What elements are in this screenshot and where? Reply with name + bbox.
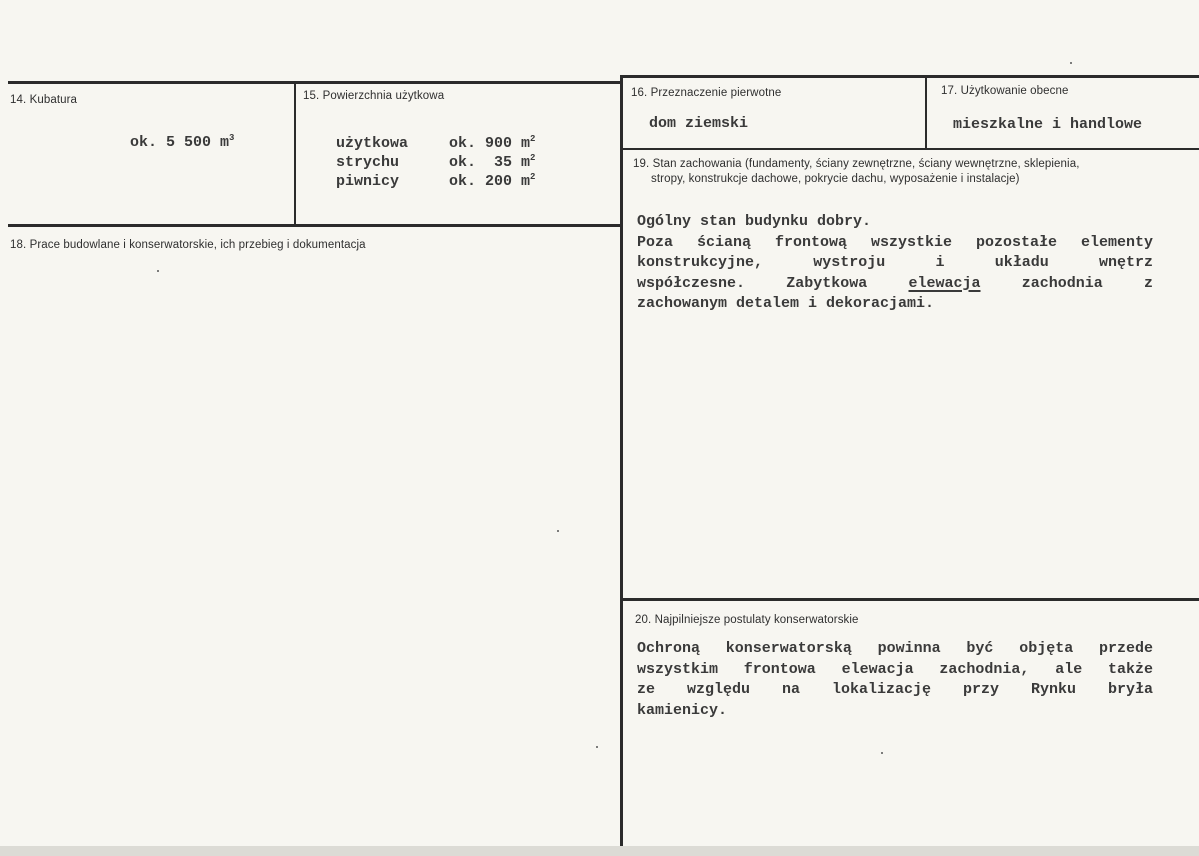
rule-under-14-15	[8, 224, 622, 227]
text-line: kamienicy.	[637, 701, 728, 719]
scan-speck	[157, 270, 159, 272]
field-18-label: 18. Prace budowlane i konserwatorskie, ich przebieg i dokumentacja	[10, 239, 366, 251]
top-rule	[8, 81, 622, 84]
underlined-word: elewacja	[908, 274, 981, 292]
text-line: wszystkim frontowa elewacja zachodnia, ale także	[637, 660, 1153, 678]
area-row-value: ok. 35 $m^2$	[449, 153, 536, 171]
scan-speck	[881, 752, 883, 754]
area-row-value: ok. 200 $m^2$	[449, 172, 536, 190]
field-14-label: 14. Kubatura	[10, 94, 78, 106]
scan-speck	[1070, 62, 1072, 64]
text-line: ze względu na lokalizację przy Rynku bryła	[637, 681, 1153, 698]
divider-14-15	[294, 81, 296, 225]
area-row-value: ok. 900 $m^2$	[449, 134, 536, 152]
area-row-name: użytkowa	[336, 135, 409, 152]
divider-left-right	[620, 75, 623, 850]
rule-under-16-17	[621, 148, 1199, 150]
text-line: Ogólny stan budynku dobry.	[637, 213, 872, 230]
field-17-label: 17. Użytkowanie obecne	[941, 85, 1069, 97]
text-line: Ochroną konserwatorską powinna być objęta przede	[637, 640, 1153, 657]
scan-speck	[596, 746, 598, 748]
text-line: zachowanym detalem i dekoracjami.	[637, 295, 935, 312]
field-20-text	[637, 639, 1153, 721]
text-line: współczesne. Zabytkowa elewacja zachodnia z	[637, 274, 1153, 292]
area-row-name: piwnicy	[336, 173, 400, 190]
scan-bottom-edge	[0, 846, 1199, 856]
scan-speck	[557, 530, 559, 532]
rule-above-20	[621, 598, 1199, 601]
field-20-label: 20. Najpilniejsze postulaty konserwatorskie	[635, 614, 859, 626]
field-19-label	[633, 157, 1080, 187]
field-15-label: 15. Powierzchnia użytkowa	[303, 90, 445, 102]
top-rule-right	[621, 75, 1199, 78]
text-line: konstrukcyjne, wystroju i układu wnętrz	[637, 254, 1153, 271]
area-row-name: strychu	[336, 154, 400, 171]
field-14-value: ok. 5 500 $m^3$	[130, 133, 235, 151]
field-19-label-line: stropy, konstrukcje dachowe, pokrycie dachu, wyposażenie i instalacje)	[651, 173, 1020, 185]
field-17-value: mieszkalne i handlowe	[953, 116, 1143, 133]
text-line: Poza ścianą frontową wszystkie pozostałe elementy	[637, 233, 1153, 251]
divider-16-17	[925, 75, 927, 149]
field-19-text	[637, 212, 1153, 315]
field-19-label-line: 19. Stan zachowania (fundamenty, ściany zewnętrzne, ściany wewnętrzne, sklepienia,	[633, 158, 1080, 170]
field-16-label: 16. Przeznaczenie pierwotne	[631, 87, 782, 99]
field-16-value: dom ziemski	[649, 115, 749, 132]
